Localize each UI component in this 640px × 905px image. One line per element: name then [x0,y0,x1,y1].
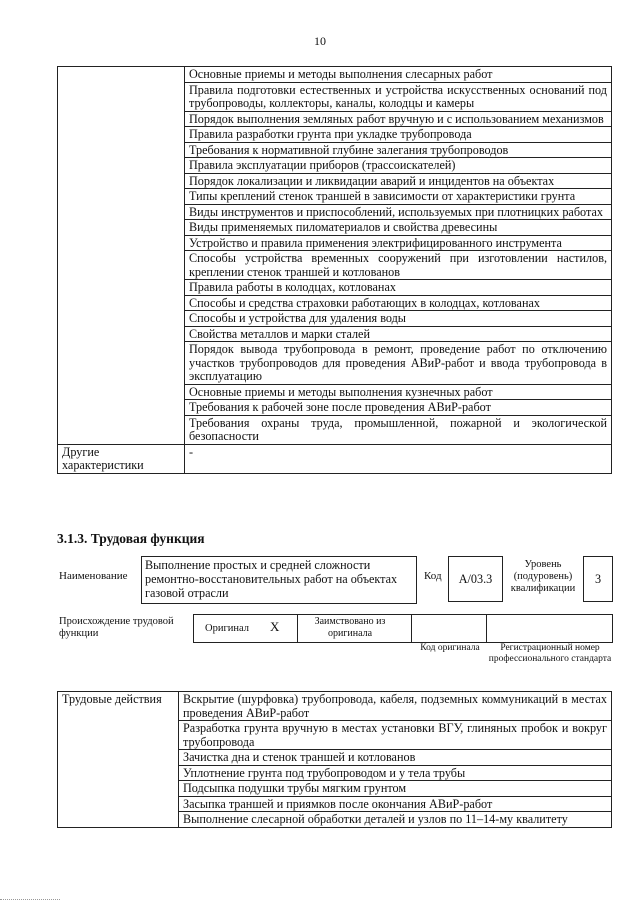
other-characteristics-label: Другие характеристики [58,444,185,473]
level-value: 3 [583,556,613,602]
level-label: Уровень (подуровень) квалификации [510,559,576,594]
knowledge-item: Свойства металлов и марки сталей [185,326,612,342]
knowledge-table [57,66,612,474]
borrowed-label: Заимствовано из оригинала [314,616,386,639]
other-characteristics-value: - [185,444,612,473]
labor-action-row [58,692,612,721]
knowledge-item: Правила эксплуатации приборов (трассоискателей) [185,158,612,174]
labor-actions-table [57,691,612,828]
labor-action-item: Подсыпка подушки трубы мягким грунтом [179,781,612,797]
knowledge-item: Способы и устройства для удаления воды [185,311,612,327]
knowledge-item: Виды применяемых пиломатериалов и свойства древесины [185,220,612,236]
footer-mark [0,899,60,900]
labor-action-item: Уплотнение грунта под трубопроводом и у тела трубы [179,765,612,781]
name-label: Наименование [59,570,128,582]
knowledge-item: Правила подготовки естественных и устройства искусственных оснований под трубопроводы, коллекторы, каналы, колодцы и камеры [185,82,612,111]
reg-caption: Регистрационный номер профессионального стандарта [488,643,612,664]
knowledge-item: Основные приемы и методы выполнения кузнечных работ [185,384,612,400]
knowledge-item: Основные приемы и методы выполнения слесарных работ [185,67,612,83]
knowledge-item: Требования к рабочей зоне после проведения АВиР-работ [185,400,612,416]
knowledge-item: Порядок вывода трубопровода в ремонт, проведение работ по отключению участков трубопроводов для проведения АВиР-работ и ввода трубопровода в эксплуатацию [185,342,612,385]
code-caption: Код оригинала [420,643,480,653]
original-mark: Х [270,619,280,634]
knowledge-item: Требования охраны труда, промышленной, пожарной и экологической безопасности [185,415,612,444]
knowledge-item: Способы и средства страховки работающих в колодцах, котлованах [185,295,612,311]
page-number: 10 [314,34,326,48]
code-label: Код [424,570,442,582]
labor-action-item: Вскрытие (шурфовка) трубопровода, кабеля, подземных коммуникаций в местах проведения АВиР-работ [179,692,612,721]
knowledge-item: Порядок выполнения земляных работ вручную и с использованием механизмов [185,111,612,127]
labor-action-item: Выполнение слесарной обработки деталей и узлов по 11–14-му квалитету [179,812,612,828]
knowledge-item: Виды инструментов и приспособлений, используемых при плотницких работах [185,204,612,220]
function-name-value: Выполнение простых и средней сложности ремонтно-восстановительных работ на объектах газовой отрасли [141,556,417,604]
labor-action-item: Зачистка дна и стенок траншей и котлованов [179,750,612,766]
knowledge-item: Порядок локализации и ликвидации аварий и инцидентов на объектах [185,173,612,189]
original-label: Оригинал [205,623,249,634]
origin-label: Происхождение трудовой функции [59,616,174,639]
section-title: 3.1.3. Трудовая функция [57,531,205,546]
knowledge-item: Требования к нормативной глубине залегания трубопроводов [185,142,612,158]
labor-action-item: Засыпка траншей и приямков после окончания АВиР-работ [179,796,612,812]
knowledge-item: Устройство и правила применения электрифицированного инструмента [185,235,612,251]
origin-row [193,614,613,643]
knowledge-row [58,67,612,83]
knowledge-item: Правила разработки грунта при укладке трубопровода [185,127,612,143]
function-code-value: А/03.3 [448,556,503,602]
other-characteristics-row [58,444,612,473]
knowledge-item: Способы устройства временных сооружений при изготовлении настилов, креплении стенок траншей и котлованов [185,251,612,280]
labor-actions-label: Трудовые действия [58,692,179,828]
labor-action-item: Разработка грунта вручную в местах установки ВГУ, глиняных пробок и вокруг трубопровода [179,721,612,750]
knowledge-item: Типы креплений стенок траншей в зависимости от характеристики грунта [185,189,612,205]
knowledge-label-cell [58,67,185,445]
knowledge-item: Правила работы в колодцах, котлованах [185,280,612,296]
